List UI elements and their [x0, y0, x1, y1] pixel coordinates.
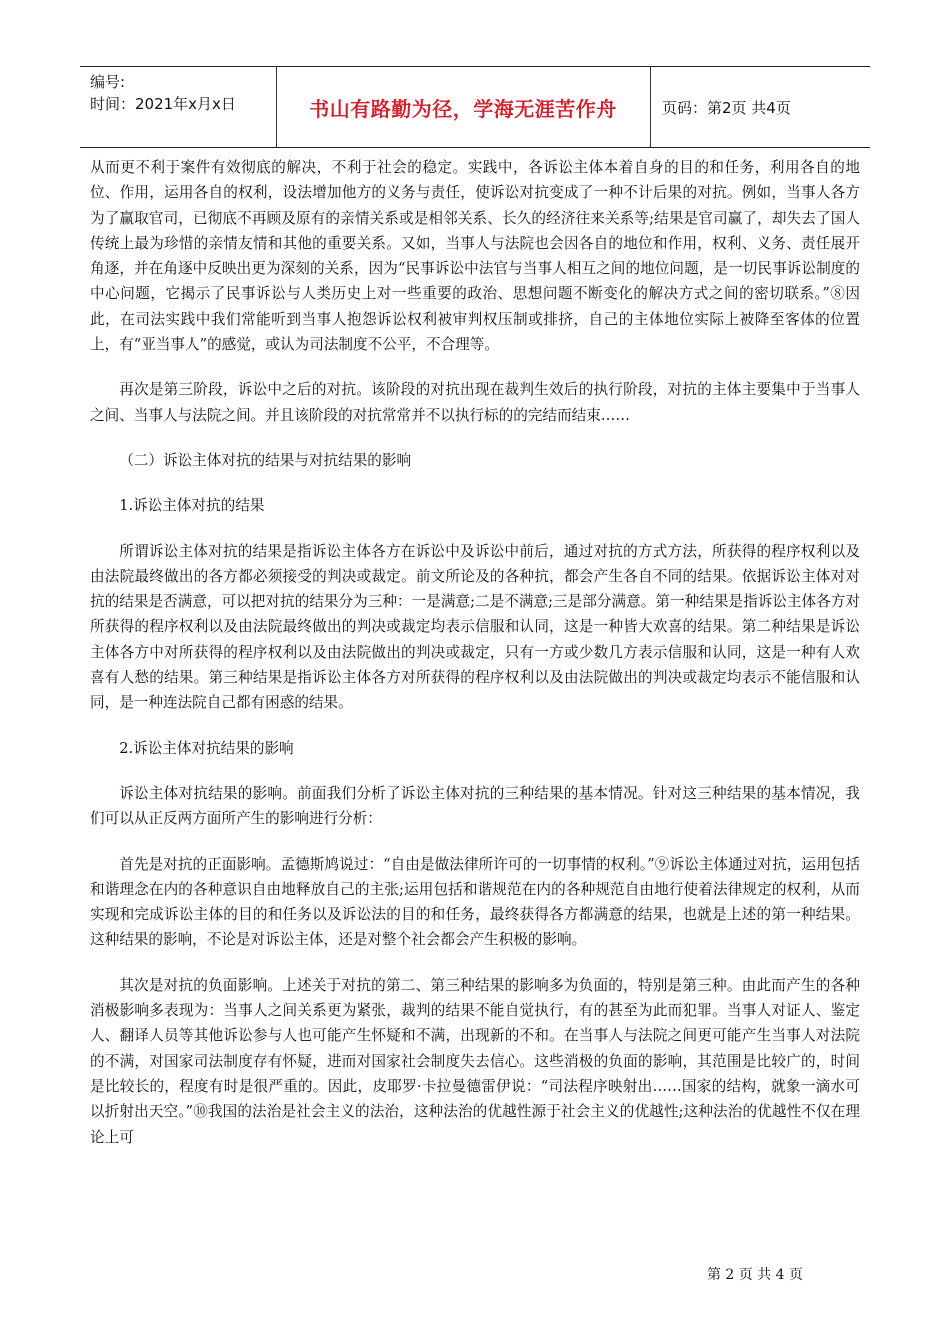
header-meta — [80, 67, 277, 147]
section-heading-2: （二）诉讼主体对抗的结果与对抗结果的影响 — [119, 451, 412, 469]
header-motto: 书山有路勤为径，学海无涯苦作舟 — [309, 96, 617, 121]
paragraph-2: 再次是第三阶段，诉讼中之后的对抗。该阶段的对抗出现在裁判生效后的执行阶段，对抗的主体主要集中于当事人之间、当事人与法院之间。并且该阶段的对抗常常并不以执行标的的完结而结束…… — [90, 381, 860, 424]
document-date: 时间：2021年x月x日 — [90, 95, 236, 113]
page-header — [80, 66, 870, 148]
page-footer — [0, 1264, 950, 1284]
paragraph-4: 诉讼主体对抗结果的影响。前面我们分析了诉讼主体对抗的三种结果的基本情况。针对这三种结果的基本情况，我们可以从正反两方面所产生的影响进行分析： — [90, 784, 860, 828]
paragraph-3: 所谓诉讼主体对抗的结果是指诉讼主体各方在诉讼中及诉讼中前后，通过对抗的方式方法，所获得的程序权利以及由法院最终做出的各方都必须接受的判决或裁定。前文所论及的各种抗，都会产生各自不同的结果。依据诉讼主体对对抗的结果是否满意，可以把对抗的结果分为三种：一是满意;二是不满意;三是部分满意。第一种结果是指诉讼主体各方对所获得的程序权利以及由法院最终做出的判决或裁定均表示信服和认同，这是一种皆大欢喜的结果。第二种结果是诉讼主体各方中对所获得的程序权利以及由法院做出的判决或裁定，只有一方或少数几方表示信服和认同，这是一种有人欢喜有人愁的结果。第三种结果是指诉讼主体各方对所获得的程序权利以及由法院做出的判决或裁定均表示不能信服和认同，是一种连法院自己都有困惑的结果。 — [90, 542, 860, 712]
header-page-info: 页码：第2页 共4页 — [662, 98, 791, 117]
header-motto-cell — [276, 67, 651, 147]
paragraph-6: 其次是对抗的负面影响。上述关于对抗的第二、第三种结果的影响多为负面的，特别是第三种。由此而产生的各种消极影响多表现为：当事人之间关系更为紧张，裁判的结果不能自觉执行，有的甚至为此而犯罪。当事人对证人、鉴定人、翻译人员等其他诉讼参与人也可能产生怀疑和不满，出现新的不和。在当事人与法院之间更可能产生当事人对法院的不满，对国家司法制度存有怀疑，进而对国家社会制度失去信心。这些消极的负面的影响，其范围是比较广的，时间是比较长的，程度有时是很严重的。因此，皮耶罗·卡拉曼德雷伊说：“司法程序映射出……国家的结构，就象一滴水可以折射出天空。”⑩我国的法治是社会主义的法治，这种法治的优越性源于社会主义的优越性;这种法治的优越性不仅在理论上可 — [90, 976, 860, 1146]
document-body — [90, 155, 860, 1170]
paragraph-1: 从而更不利于案件有效彻底的解决，不利于社会的稳定。实践中，各诉讼主体本着自身的目的和任务，利用各自的地位、作用，运用各自的权利，设法增加他方的义务与责任，使诉讼对抗变成了一种不计后果的对抗。例如，当事人各方为了赢取官司，已彻底不再顾及原有的亲情关系或是相邻关系、长久的经济往来关系等;结果是官司赢了，却失去了国人传统上最为珍惜的亲情友情和其他的重要关系。又如，当事人与法院也会因各自的地位和作用，权利、义务、责任展开角逐，并在角逐中反映出更为深刻的关系，因为“民事诉讼中法官与当事人相互之间的地位问题，是一切民事诉讼制度的中心问题，它揭示了民事诉讼与人类历史上对一些重要的政治、思想问题不断变化的解决方式之间的密切联系。”⑧因此，在司法实践中我们常能听到当事人抱怨诉讼权利被审判权压制或排挤，自己的主体地位实际上被降至客体的位置上，有“亚当事人”的感觉，或认为司法制度不公平，不合理等。 — [90, 159, 860, 354]
subsection-heading-2: 2.诉讼主体对抗结果的影响 — [119, 739, 294, 757]
document-number-label: 编号: — [90, 73, 126, 91]
paragraph-5: 首先是对抗的正面影响。孟德斯鸠说过：“自由是做法律所许可的一切事情的权利。”⑨诉讼主体通过对抗，运用包括和谐理念在内的各种意识自由地释放自己的主张;运用包括和谐规范在内的各种规范自由地行使着法律规定的权利，从而实现和完成诉讼主体的目的和任务以及诉讼法的目的和任务，最终获得各方都满意的结果，也就是上述的第一种结果。这种结果的影响，不论是对诉讼主体，还是对整个社会都会产生积极的影响。 — [90, 855, 860, 949]
subsection-heading-1: 1.诉讼主体对抗的结果 — [119, 497, 265, 515]
footer-page-number: 第 2 页 共 4 页 — [706, 1267, 804, 1283]
